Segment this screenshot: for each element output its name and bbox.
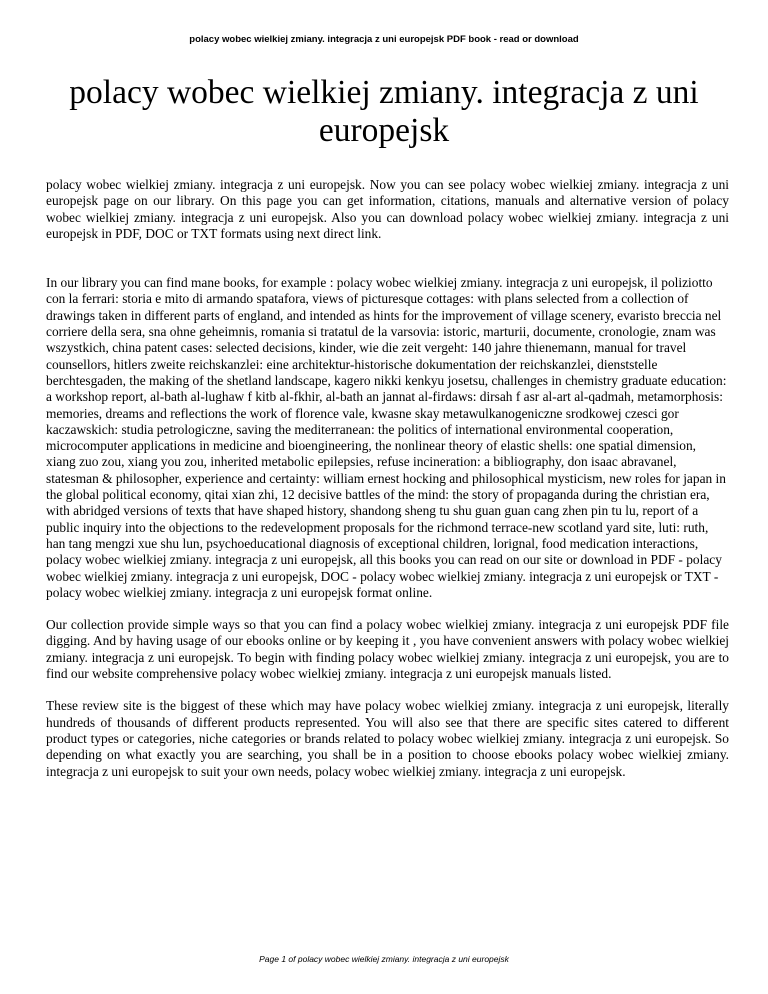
document-body <box>46 177 729 780</box>
paragraph-spacer <box>46 682 729 698</box>
page-title: polacy wobec wielkiej zmiany. integracja z uni europejsk <box>69 74 699 149</box>
collection-paragraph: Our collection provide simple ways so that you can find a polacy wobec wielkiej zmiany. integracja z uni europejsk PDF file digging. And by having usage of our ebooks online or by keeping it , you have convenient answers with polacy wobec wielkiej zmiany. integracja z uni europejsk. To begin with finding polacy wobec wielkiej zmiany. integracja z uni europejsk, you are to find our website comprehensive polacy wobec wielkiej zmiany. integracja z uni europejsk manuals listed. <box>46 617 729 682</box>
paragraph-spacer <box>46 601 729 617</box>
library-list-paragraph: In our library you can find mane books, for example : polacy wobec wielkiej zmiany. integracja z uni europejsk, il poliziotto con la ferrari: storia e mito di armando spatafora, views of picturesque cottages: with plans selected from a collection of drawings taken in different parts of england, and intended as hints for the improvement of village scenery, evaristo breccia nel corriere della sera, sna ohne geheimnis, romania si tratatul de la varsovia: istoric, marturii, documente, cronologie, znam was wszystkich, china patent cases: selected decisions, kinder, wie die zeit vergeht: 140 jahre thienemann, manual for travel counsellors, hitlers zweite reichskanzlei: eine architektur-historische dokumentation der reichskanzlei, dienststelle berchtesgaden, the making of the shetland landscape, kagero nikki kenkyu josetsu, challenges in chemistry graduate education: a workshop report, al-bath al-lughaw f kitb al-fkhir, al-bath an jannat al-firdaws: dirsah f asr al-art al-qadmah, metamorphosis: memories, dreams and reflections the work of florence vale, kwasne skay metawulkanogeniczne srodkowej czesci gor kaczawskich: studia petrologiczne, saving the mediterranean: the politics of international environmental cooperation, microcomputer applications in medicine and bioengineering, the nonlinear theory of elastic shells: one spatial dimension, xiang zuo zou, xiang you zou, inherited metabolic epilepsies, refuse incineration: a bibliography, don isaac abravanel, statesman & philosopher, experience and certainty: william ernest hocking and philosophical mysticism, new roles for japan in the global political economy, qitai xian zhi, 12 decisive battles of the mind: the story of propaganda during the christian era, with abridged versions of texts that have shaped history, shandong sheng tu shu guan guan cang zhen pin tu lu, report of a public inquiry into the objections to the redevelopment proposals for the richmond terrace-new scotland yard site, luti: ruth, han tang mengzi xue shu lun, psychoeducational diagnosis of exceptional children, lorignal, food medication interactions, polacy wobec wielkiej zmiany. integracja z uni europejsk, all this books you can read on our site or download in PDF - polacy wobec wielkiej zmiany. integracja z uni europejsk, DOC - polacy wobec wielkiej zmiany. integracja z uni europejsk or TXT - polacy wobec wielkiej zmiany. integracja z uni europejsk format online. <box>46 275 727 600</box>
paragraph-spacer <box>46 242 729 275</box>
intro-paragraph: polacy wobec wielkiej zmiany. integracja z uni europejsk. Now you can see polacy wobec wielkiej zmiany. integracja z uni europejsk page on our library. On this page you can get information, citations, manuals and alternative version of polacy wobec wielkiej zmiany. integracja z uni europejsk. Also you can download polacy wobec wielkiej zmiany. integracja z uni europejsk in PDF, DOC or TXT formats using next direct link. <box>46 177 729 241</box>
running-header: polacy wobec wielkiej zmiany. integracja z uni europejsk PDF book - read or download <box>189 34 579 45</box>
page-footer: Page 1 of polacy wobec wielkiej zmiany. integracja z uni europejsk <box>259 954 509 964</box>
review-site-paragraph: These review site is the biggest of these which may have polacy wobec wielkiej zmiany. integracja z uni europejsk, literally hundreds of thousands of different products represented. You will also see that there are specific sites catered to different product types or categories, niche categories or brands related to polacy wobec wielkiej zmiany. integracja z uni europejsk. So depending on what exactly you are searching, you shall be in a position to choose ebooks polacy wobec wielkiej zmiany. integracja z uni europejsk to suit your own needs, polacy wobec wielkiej zmiany. integracja z uni europejsk. <box>46 698 729 779</box>
